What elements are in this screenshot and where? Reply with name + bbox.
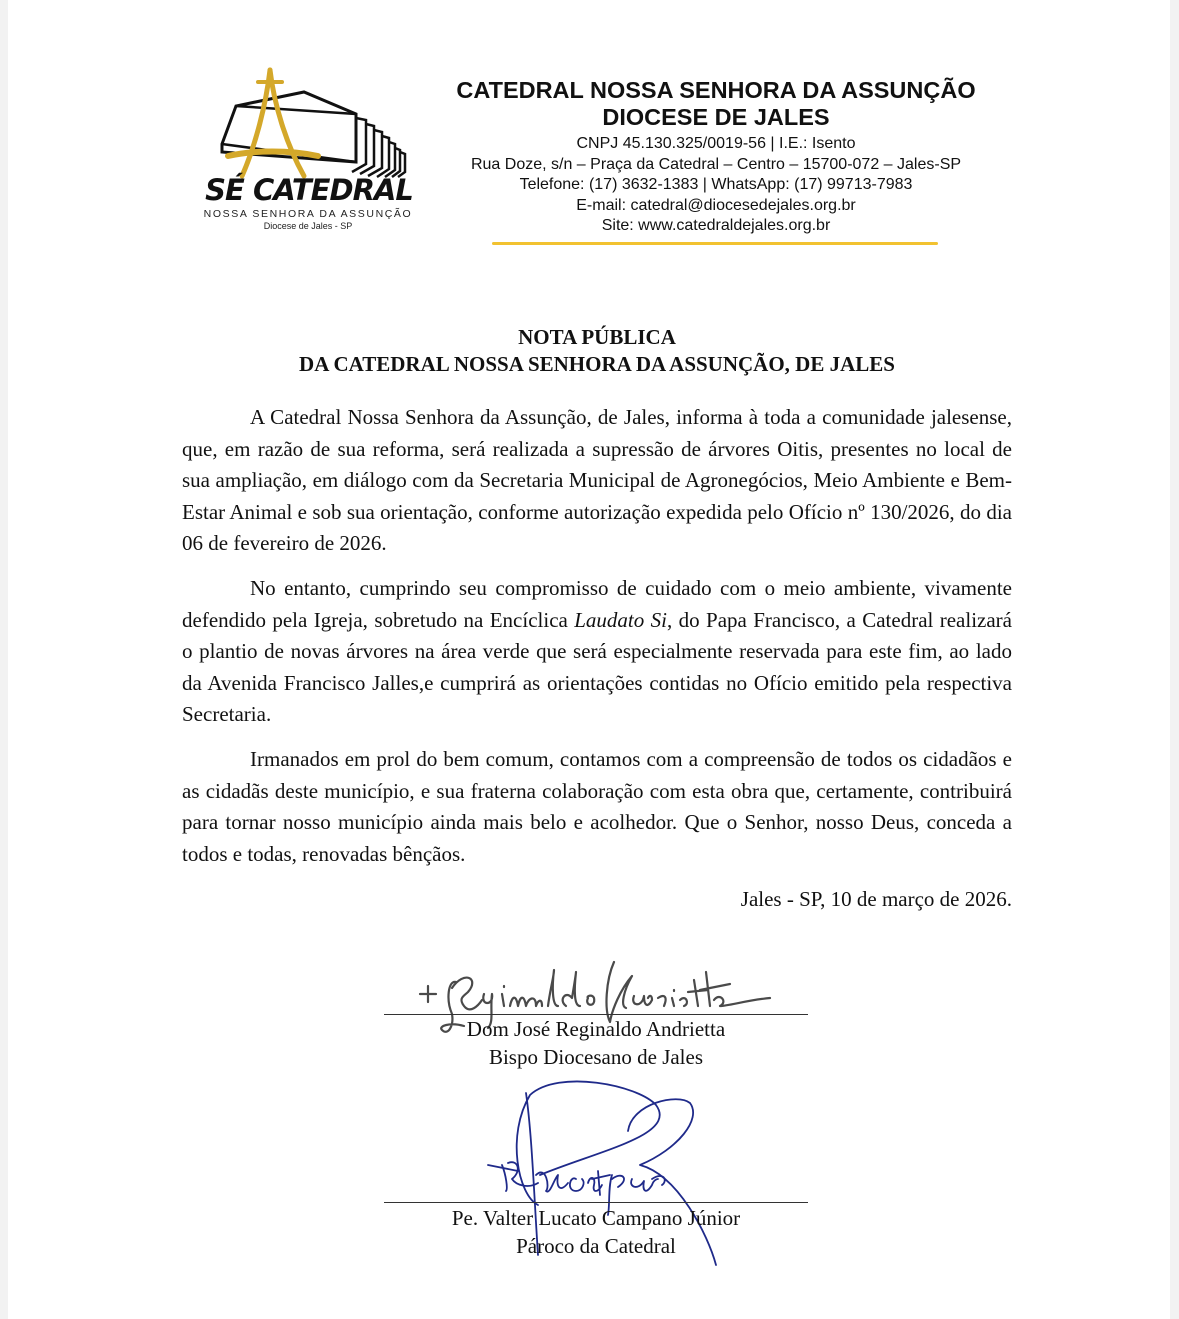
paragraph-2-text-a: No entanto, cumprindo seu compromisso de cuidado com o meio ambiente, vivamente defendido pela Igreja, sobretudo na Encíclica [182, 575, 1012, 632]
bishop-name: Dom José Reginaldo Andrietta [466, 1017, 726, 1041]
document-page [8, 0, 1170, 1319]
cathedral-logo [194, 64, 422, 240]
document-title-line2: DA CATEDRAL NOSSA SENHORA DA ASSUNÇÃO, DE JALES [299, 352, 895, 376]
priest-signature-line [384, 1202, 808, 1203]
paragraph-2-text-b: , do Papa Francisco, a Catedral realizará o plantio de novas árvores na área verde que será especialmente reservada para este fim, ao lado da Avenida Francisco Jalles,e cumprirá as orientações contidas no Ofício emitido pela respectiva Secretaria. [182, 607, 1012, 727]
paragraph-1: A Catedral Nossa Senhora da Assunção, de Jales, informa à toda a comunidade jalesense, que, em razão de sua reforma, será realizada a supressão de árvores Oitis, presentes no local de sua ampliação, em diálogo com da Secretaria Municipal de Agronegócios, Meio Ambiente e Bem-Estar Animal e sob sua orientação, conforme autorização expedida pelo Ofício nº 130/2026, do dia 06 de fevereiro de 2026. [182, 405, 1012, 556]
logo-wordmark: SÉ CATEDRAL [205, 173, 413, 207]
paragraph-2 [182, 573, 1012, 731]
logo-location: Diocese de Jales - SP [263, 221, 353, 231]
letterhead-site: Site: www.catedraldejales.org.br [601, 217, 831, 234]
letterhead-cnpj: CNPJ 45.130.325/0019-56 | I.E.: Isento [576, 135, 856, 152]
priest-name: Pe. Valter Lucato Campano Júnior [451, 1206, 741, 1230]
document-body [182, 402, 1012, 883]
encyclical-title: Laudato Si [574, 607, 667, 632]
document-title [182, 324, 1012, 378]
date-line: Jales - SP, 10 de março de 2026. [740, 887, 1012, 911]
paragraph-3: Irmanados em prol do bem comum, contamos com a compreensão de todos os cidadãos e as cidadãs deste município, e sua fraterna colaboração com esta obra que, certamente, contribuirá para tornar nosso município ainda mais belo e acolhedor. Que o Senhor, nosso Deus, conceda a todos e todas, renovadas bênçãos. [182, 746, 1012, 866]
cathedral-building-icon [194, 64, 422, 184]
logo-subtitle: NOSSA SENHORA DA ASSUNÇÃO [203, 208, 413, 220]
letterhead [436, 76, 996, 237]
letterhead-email: E-mail: catedral@diocesedejales.org.br [576, 196, 856, 214]
letterhead-divider [492, 242, 938, 245]
letterhead-subtitle: DIOCESE DE JALES [602, 104, 830, 130]
document-title-line1: NOTA PÚBLICA [518, 325, 676, 349]
letterhead-title: CATEDRAL NOSSA SENHORA DA ASSUNÇÃO [456, 77, 976, 103]
bishop-role: Bispo Diocesano de Jales [488, 1045, 704, 1069]
letterhead-address: Rua Doze, s/n – Praça da Catedral – Centro – 15700-072 – Jales-SP [470, 155, 962, 173]
letterhead-phones: Telefone: (17) 3632-1383 | WhatsApp: (17) 99713-7983 [519, 176, 913, 193]
priest-role: Pároco da Catedral [516, 1234, 676, 1258]
